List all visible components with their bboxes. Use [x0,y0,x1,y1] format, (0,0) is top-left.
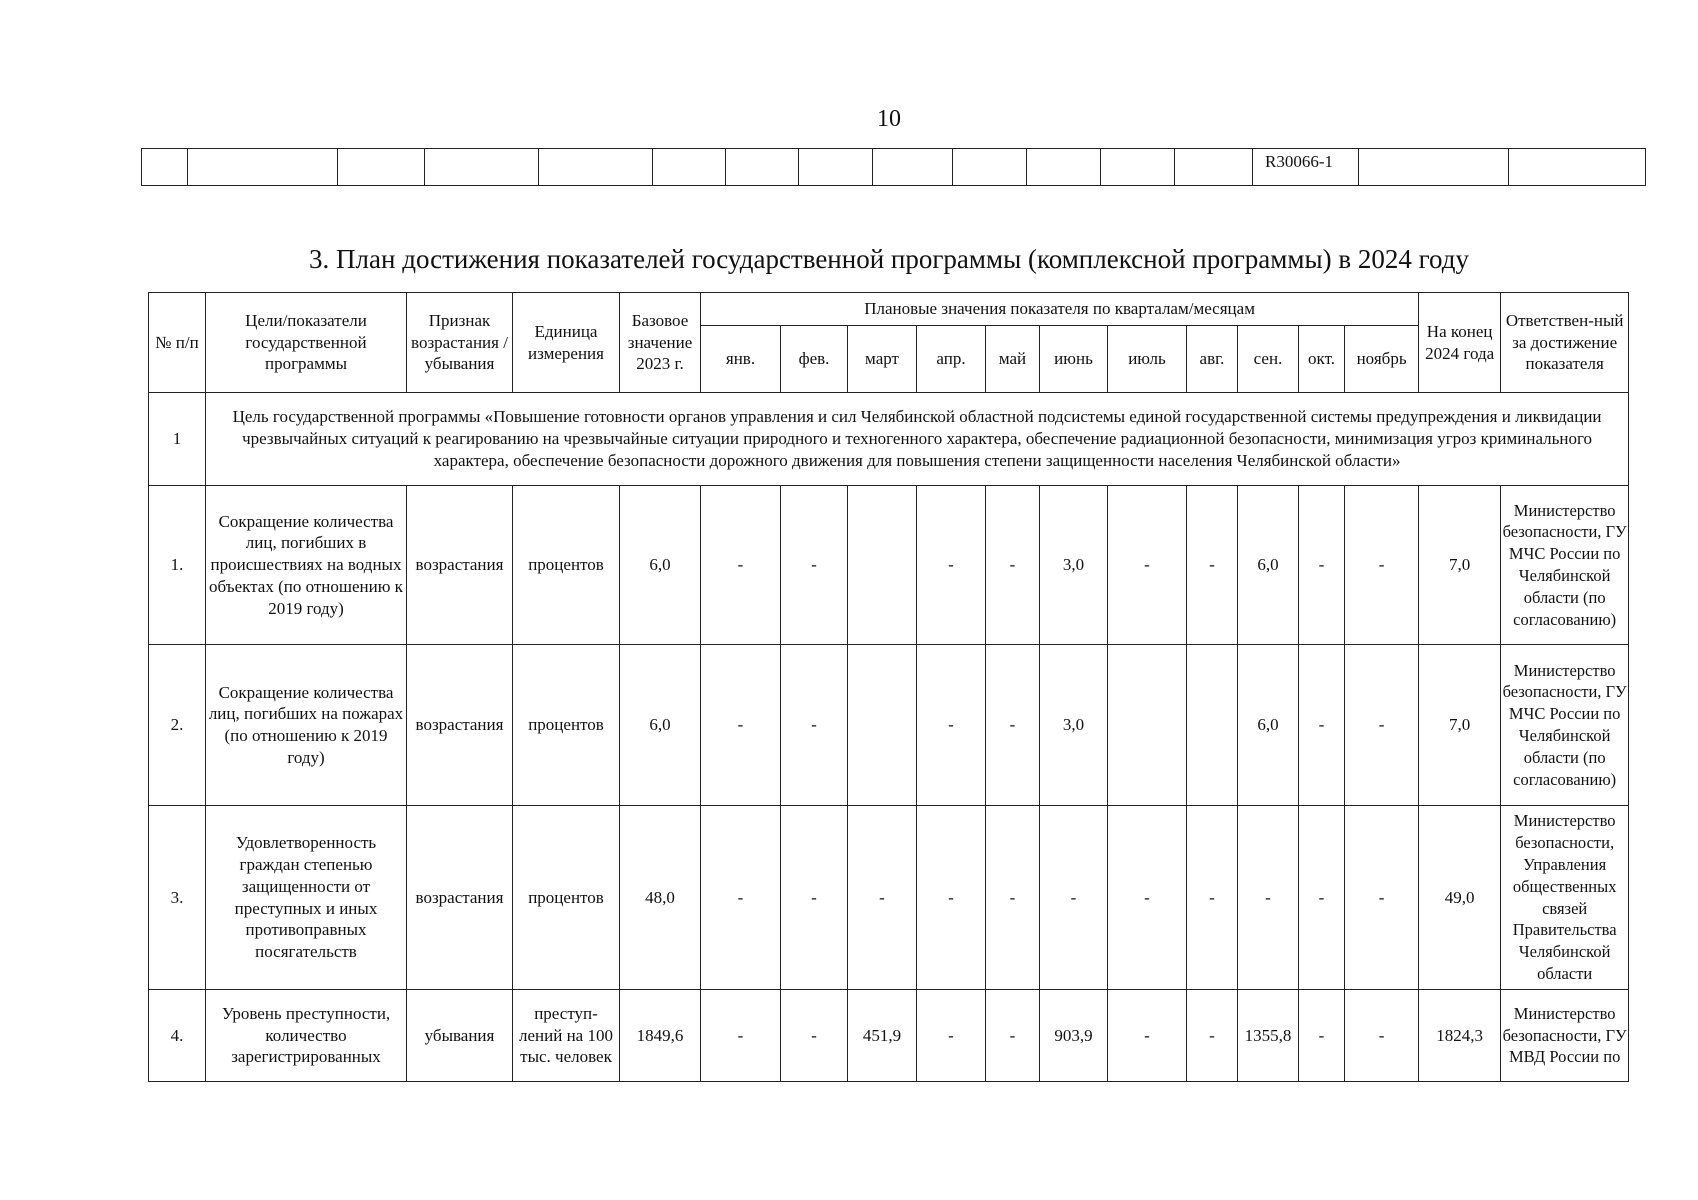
header-base-value: Базовое значение 2023 г. [620,293,701,393]
month-value: - [986,645,1040,806]
month-value: - [701,806,781,990]
strip-cell [953,149,1027,186]
header-month: июль [1108,326,1187,393]
indicator-sign: убывания [407,990,513,1082]
month-value: - [1345,486,1419,645]
month-value: - [701,990,781,1082]
indicators-plan-table [148,292,1629,1082]
strip-cell [188,149,338,186]
goal-text: Цель государственной программы «Повышение готовности органов управления и сил Челябинской областной подсистемы единой государственной системы предупреждения и ликвидации чрезвычайных ситуаций к реагированию на чрезвычайные ситуации природного и техногенного характера, обеспечение радиационной безопасности, минимизация угроз криминального характера, обеспечение безопасности дорожного движения для повышения степени защищенности населения Челябинской области» [206,393,1629,486]
responsible: Министерство безопасности, ГУ МЧС России по Челябинской области (по согласованию) [1501,486,1629,645]
month-value: - [917,806,986,990]
goal-row [149,393,1629,486]
month-value: - [986,806,1040,990]
month-value: - [1108,806,1187,990]
month-value: - [1299,486,1345,645]
base-value: 1849,6 [620,990,701,1082]
strip-cell [539,149,653,186]
month-value: - [1299,990,1345,1082]
month-value: - [1040,806,1108,990]
month-value: - [1108,990,1187,1082]
header-row [149,293,1629,326]
indicator-name: Удовлетворенность граждан степенью защищенности от преступных и иных противоправных посягательств [206,806,407,990]
end-year-value: 49,0 [1419,806,1501,990]
month-value: - [1345,645,1419,806]
month-value: - [781,486,848,645]
header-month: янв. [701,326,781,393]
month-value: - [781,806,848,990]
responsible: Министерство безопасности, Управления общественных связей Правительства Челябинской области [1501,806,1629,990]
strip-cell [1359,149,1509,186]
month-value: 6,0 [1238,486,1299,645]
base-value: 6,0 [620,486,701,645]
indicator-unit: процентов [513,806,620,990]
responsible: Министерство безопасности, ГУ МВД России по [1501,990,1629,1082]
indicator-name: Сокращение количества лиц, погибших в происшествиях на водных объектах (по отношению к 2019 году) [206,486,407,645]
header-unit: Единица измерения [513,293,620,393]
header-month: сен. [1238,326,1299,393]
month-value: - [917,645,986,806]
previous-table-fragment [141,148,1646,186]
indicator-sign: возрастания [407,486,513,645]
month-value: - [1238,806,1299,990]
strip-cell [653,149,726,186]
indicator-name: Уровень преступности, количество зарегистрированных [206,990,407,1082]
month-value: - [1108,486,1187,645]
month-value: 1355,8 [1238,990,1299,1082]
month-value [1187,645,1238,806]
month-value: - [781,990,848,1082]
strip-cell [1027,149,1101,186]
month-value: - [1187,806,1238,990]
month-value: 903,9 [1040,990,1108,1082]
month-value: 6,0 [1238,645,1299,806]
strip-cell [1175,149,1253,186]
month-value: 451,9 [848,990,917,1082]
month-value: 3,0 [1040,645,1108,806]
end-year-value: 7,0 [1419,486,1501,645]
month-value: - [781,645,848,806]
month-value: - [986,990,1040,1082]
month-value: - [848,806,917,990]
month-value: - [701,486,781,645]
month-value: - [1299,806,1345,990]
header-num: № п/п [149,293,206,393]
month-value: - [917,486,986,645]
base-value: 6,0 [620,645,701,806]
row-num: 3. [149,806,206,990]
header-month: авг. [1187,326,1238,393]
month-value: - [1345,990,1419,1082]
header-month: фев. [781,326,848,393]
document-code: R30066-1 [1253,149,1359,186]
month-value: - [1187,486,1238,645]
previous-table-row [142,149,1646,186]
indicator-unit: процентов [513,486,620,645]
row-num: 2. [149,645,206,806]
table-row [149,645,1629,806]
header-goals: Цели/показатели государственной программы [206,293,407,393]
month-value: - [917,990,986,1082]
table-row [149,990,1629,1082]
header-month: июнь [1040,326,1108,393]
end-year-value: 7,0 [1419,645,1501,806]
header-month: март [848,326,917,393]
header-responsible: Ответствен-ный за достижение показателя [1501,293,1629,393]
header-planned-values: Плановые значения показателя по кварталам/месяцам [701,293,1419,326]
strip-cell [338,149,425,186]
end-year-value: 1824,3 [1419,990,1501,1082]
month-value: - [701,645,781,806]
strip-cell [1509,149,1646,186]
base-value: 48,0 [620,806,701,990]
goal-num: 1 [149,393,206,486]
indicator-unit: процентов [513,645,620,806]
month-value: - [986,486,1040,645]
header-month: ноябрь [1345,326,1419,393]
indicator-name: Сокращение количества лиц, погибших на пожарах (по отношению к 2019 году) [206,645,407,806]
month-value [848,645,917,806]
indicator-unit: преступ-лений на 100 тыс. человек [513,990,620,1082]
strip-cell [726,149,799,186]
month-value: - [1299,645,1345,806]
strip-cell [142,149,188,186]
table-row [149,486,1629,645]
strip-cell [425,149,539,186]
page-number: 10 [877,106,901,132]
month-value: - [1345,806,1419,990]
strip-cell [799,149,873,186]
responsible: Министерство безопасности, ГУ МЧС России по Челябинской области (по согласованию) [1501,645,1629,806]
header-sign: Признак возрастания / убывания [407,293,513,393]
header-end-of-year: На конец 2024 года [1419,293,1501,393]
header-month: апр. [917,326,986,393]
row-num: 1. [149,486,206,645]
month-value: 3,0 [1040,486,1108,645]
table-row [149,806,1629,990]
header-month: май [986,326,1040,393]
row-num: 4. [149,990,206,1082]
month-value [1108,645,1187,806]
month-value: - [1187,990,1238,1082]
indicator-sign: возрастания [407,645,513,806]
header-month: окт. [1299,326,1345,393]
month-value [848,486,917,645]
section-title: 3. План достижения показателей государственной программы (комплексной программы) в 2024 году [309,244,1469,274]
strip-cell [873,149,953,186]
strip-cell [1101,149,1175,186]
indicator-sign: возрастания [407,806,513,990]
